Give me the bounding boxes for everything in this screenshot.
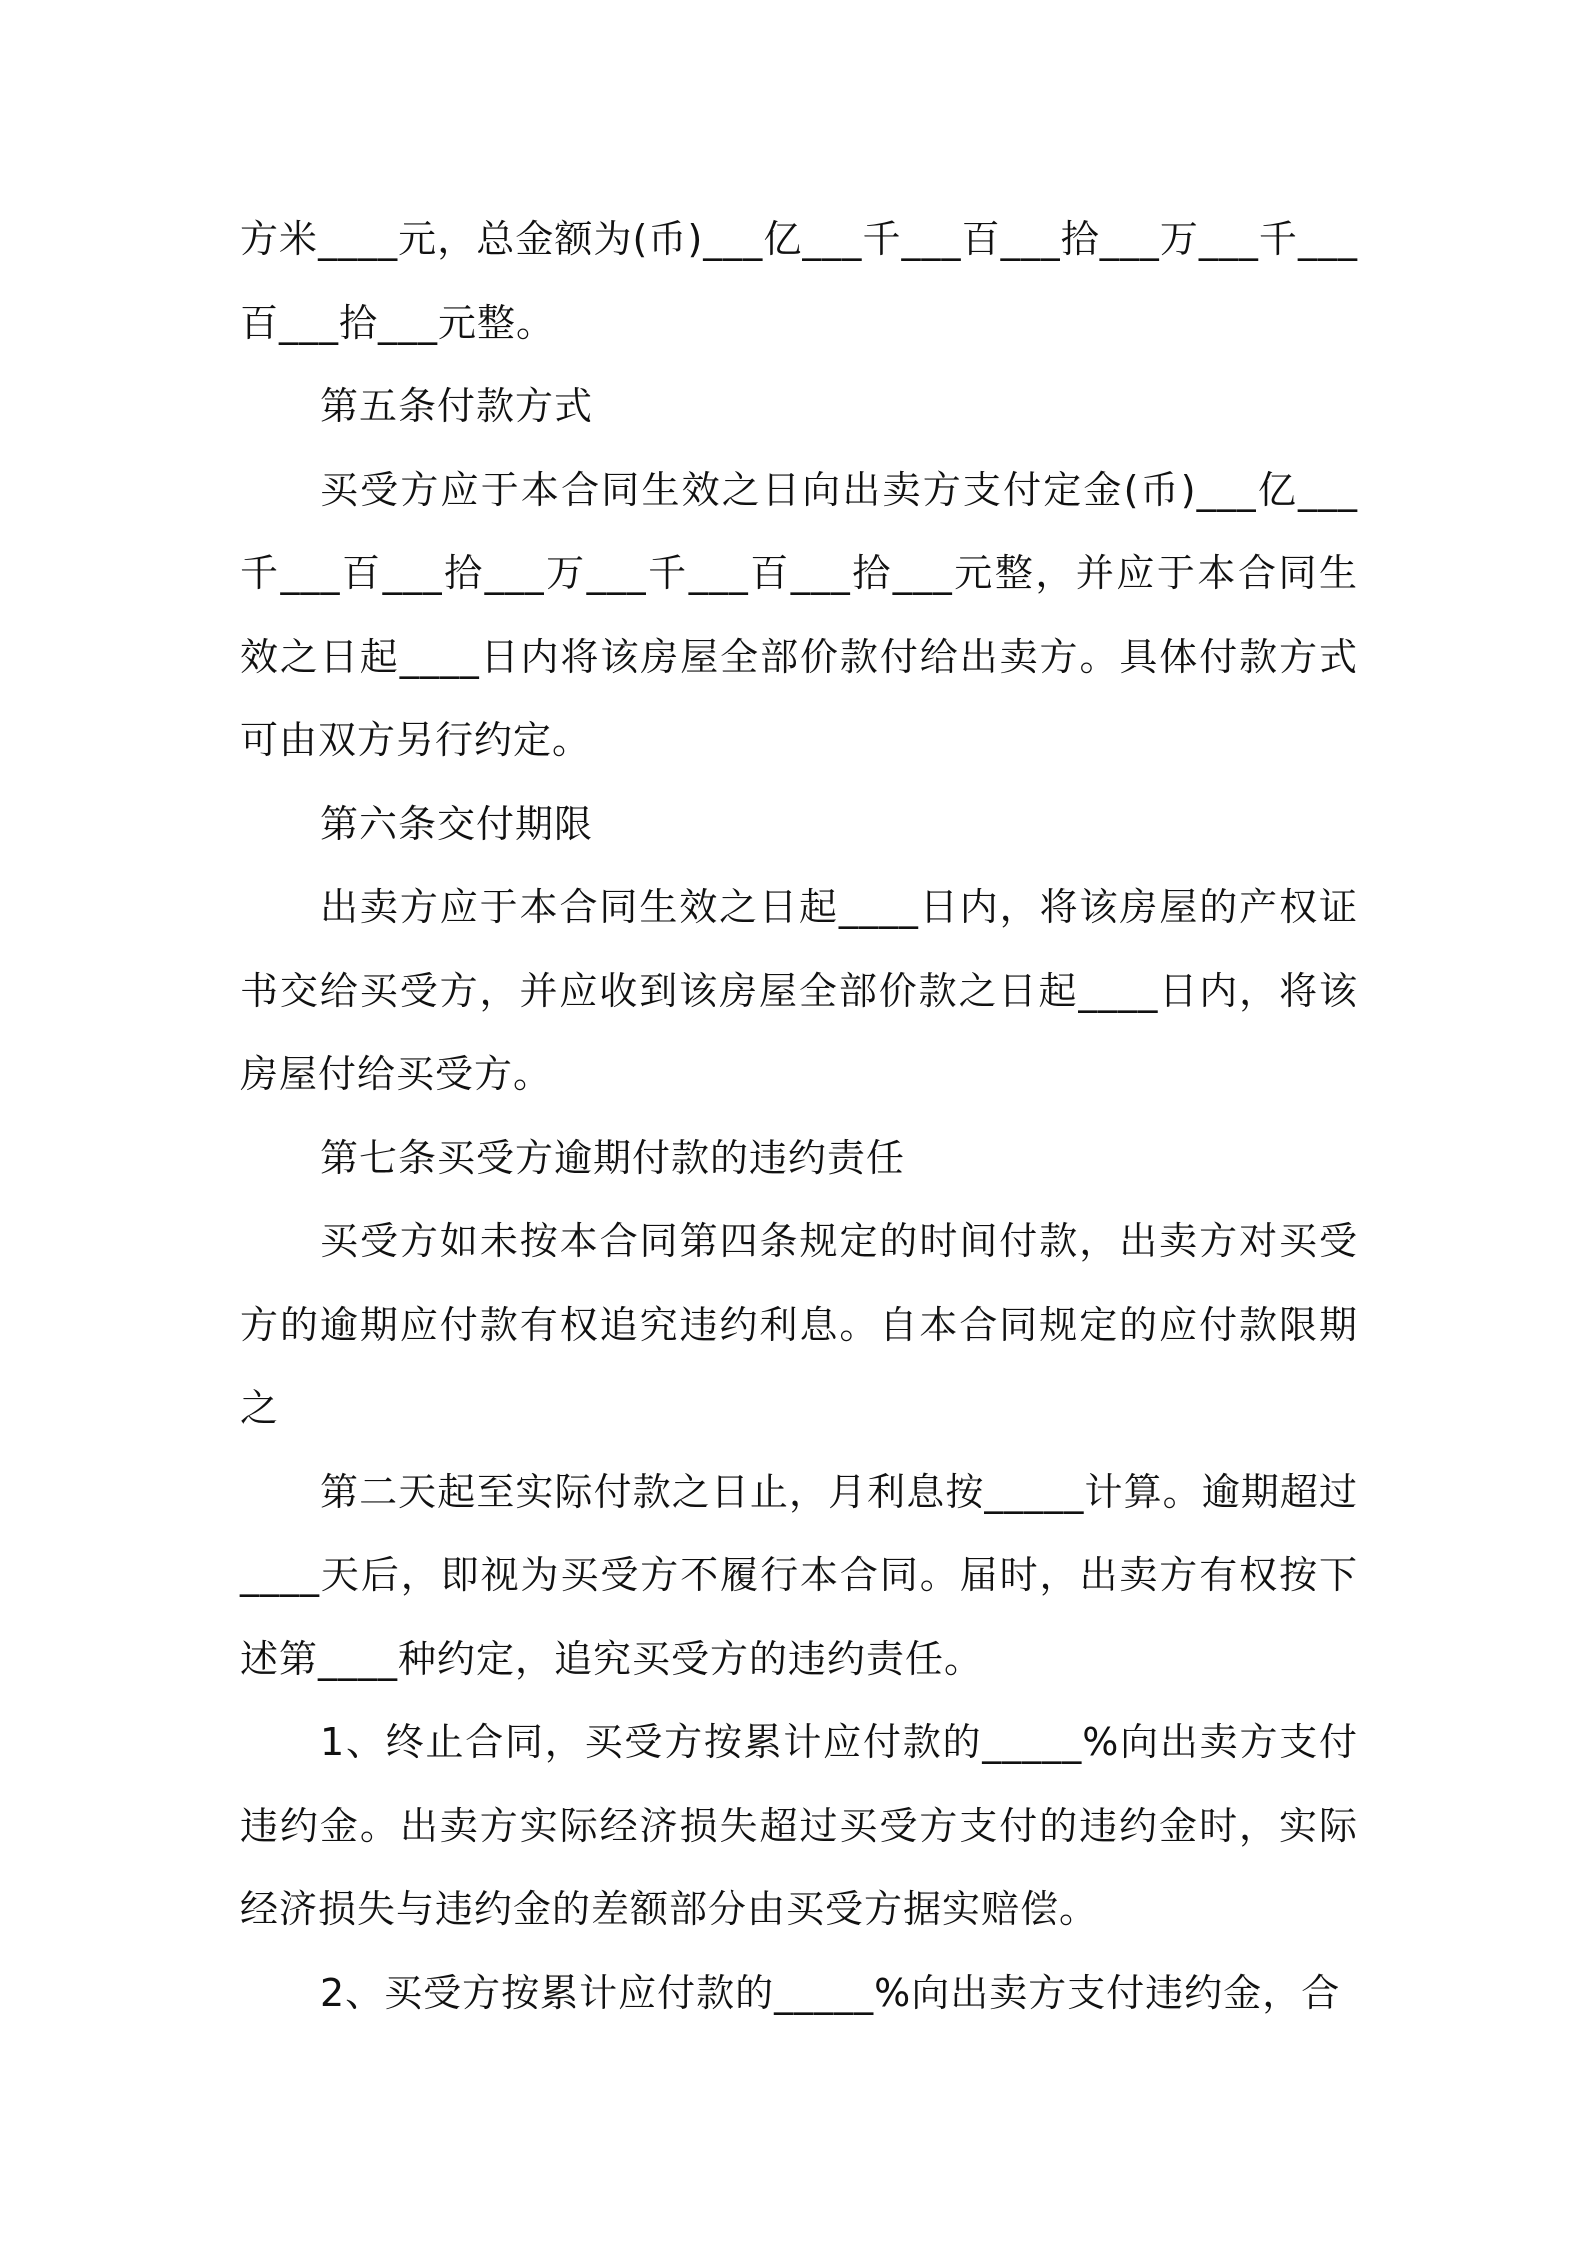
paragraph-total-amount: 方米____元，总金额为(币)___亿___千___百___拾___万___千___百___拾___元整。 [240, 217, 1358, 345]
paragraph-article-7-continued: 第二天起至实际付款之日止，月利息按_____计算。逾期超过____天后，即视为买受方不履行本合同。届时，出卖方有权按下述第____种约定，追究买受方的违约责任。 [240, 1469, 1358, 1681]
paragraph-article-6-body: 出卖方应于本合同生效之日起____日内，将该房屋的产权证书交给买受方，并应收到该房屋全部价款之日起____日内，将该房屋付给买受方。 [240, 885, 1358, 1096]
heading-article-6-delivery-period: 第六条交付期限 [320, 801, 594, 846]
paragraph-option-2: 2、买受方按累计应付款的_____%向出卖方支付违约金，合 [320, 1970, 1341, 2015]
heading-article-7-late-payment-liability: 第七条买受方逾期付款的违约责任 [320, 1135, 906, 1180]
paragraph-option-1: 1、终止合同，买受方按累计应付款的_____%向出卖方支付违约金。出卖方实际经济损失超过买受方支付的违约金时，实际经济损失与违约金的差额部分由买受方据实赔偿。 [240, 1720, 1358, 1931]
heading-article-5-payment-method: 第五条付款方式 [320, 384, 594, 428]
paragraph-article-7-body: 买受方如未按本合同第四条规定的时间付款，出卖方对买受方的逾期应付款有权追究违约利息。自本合同规定的应付款限期之 [240, 1219, 1358, 1430]
paragraph-article-5-body: 买受方应于本合同生效之日向出卖方支付定金(币)___亿___千___百___拾___万___千___百___拾___元整，并应于本合同生效之日起____日内将该房屋全部价款付给出卖方。具体付款方式可由双方另行约定。 [240, 467, 1358, 762]
